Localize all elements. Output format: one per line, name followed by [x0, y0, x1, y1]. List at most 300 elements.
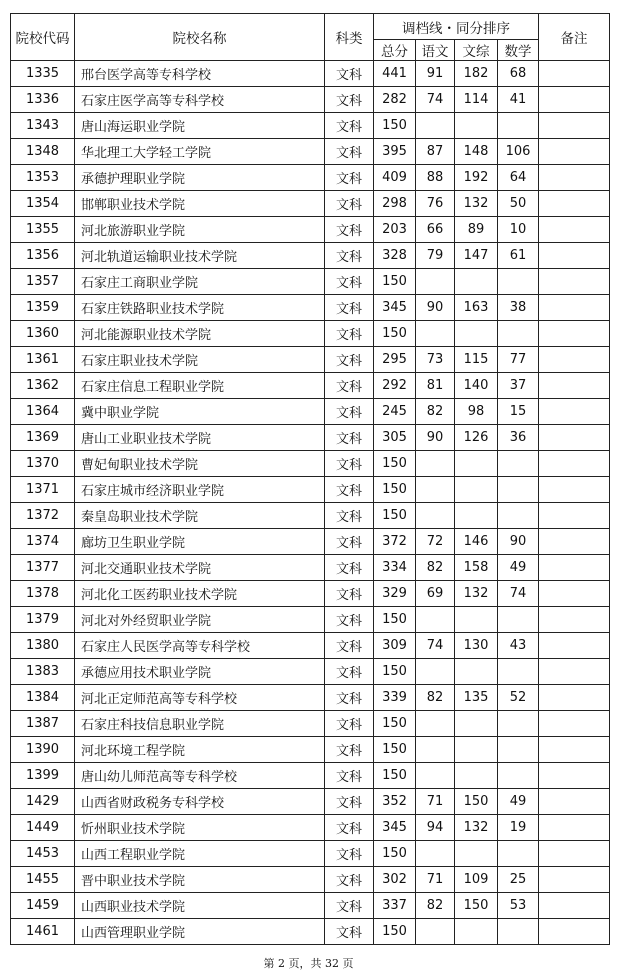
header-note: 备注 [539, 14, 610, 61]
cell-name: 河北正定师范高等专科学校 [75, 685, 325, 711]
cell-liberal: 140 [455, 373, 498, 399]
cell-math: 10 [498, 217, 539, 243]
table-row [11, 347, 610, 373]
cell-kind: 文科 [325, 841, 374, 867]
cell-liberal: 126 [455, 425, 498, 451]
cell-kind: 文科 [325, 919, 374, 945]
cell-code: 1461 [11, 919, 75, 945]
cell-kind: 文科 [325, 399, 374, 425]
cell-name: 曹妃甸职业技术学院 [75, 451, 325, 477]
cell-kind: 文科 [325, 87, 374, 113]
table-row [11, 633, 610, 659]
cell-name: 河北交通职业技术学院 [75, 555, 325, 581]
cell-total: 150 [374, 269, 416, 295]
cell-liberal: 135 [455, 685, 498, 711]
table-row [11, 373, 610, 399]
cell-chinese [416, 763, 455, 789]
table-row [11, 763, 610, 789]
cell-math: 61 [498, 243, 539, 269]
table-row [11, 737, 610, 763]
header-kind: 科类 [325, 14, 374, 61]
table-row [11, 789, 610, 815]
cell-name: 唐山工业职业技术学院 [75, 425, 325, 451]
cell-name: 河北轨道运输职业技术学院 [75, 243, 325, 269]
cell-code: 1362 [11, 373, 75, 399]
cell-math: 77 [498, 347, 539, 373]
cell-kind: 文科 [325, 243, 374, 269]
cell-name: 河北化工医药职业技术学院 [75, 581, 325, 607]
cell-math [498, 477, 539, 503]
cell-code: 1355 [11, 217, 75, 243]
cell-kind: 文科 [325, 113, 374, 139]
table-body [11, 61, 610, 945]
cell-name: 石家庄科技信息职业学院 [75, 711, 325, 737]
cell-math [498, 321, 539, 347]
cell-note [539, 61, 610, 87]
cell-liberal: 158 [455, 555, 498, 581]
cell-note [539, 633, 610, 659]
cell-total: 150 [374, 919, 416, 945]
cell-total: 150 [374, 113, 416, 139]
cell-note [539, 451, 610, 477]
cell-math: 25 [498, 867, 539, 893]
cell-chinese: 72 [416, 529, 455, 555]
cell-chinese: 66 [416, 217, 455, 243]
cell-chinese [416, 737, 455, 763]
cell-math: 43 [498, 633, 539, 659]
header-math: 数学 [498, 40, 539, 61]
table-row [11, 919, 610, 945]
cell-chinese: 74 [416, 87, 455, 113]
header-name: 院校名称 [75, 14, 325, 61]
cell-code: 1359 [11, 295, 75, 321]
cell-chinese: 91 [416, 61, 455, 87]
cell-total: 302 [374, 867, 416, 893]
cell-chinese: 94 [416, 815, 455, 841]
cell-math [498, 269, 539, 295]
cell-code: 1387 [11, 711, 75, 737]
cell-total: 309 [374, 633, 416, 659]
cell-kind: 文科 [325, 477, 374, 503]
cell-note [539, 347, 610, 373]
cell-chinese [416, 711, 455, 737]
cell-kind: 文科 [325, 633, 374, 659]
cell-name: 河北环境工程学院 [75, 737, 325, 763]
cell-total: 345 [374, 295, 416, 321]
cell-code: 1335 [11, 61, 75, 87]
cell-chinese: 73 [416, 347, 455, 373]
cell-total: 150 [374, 451, 416, 477]
cell-liberal: 130 [455, 633, 498, 659]
header-liberal: 文综 [455, 40, 498, 61]
cell-chinese: 74 [416, 633, 455, 659]
cell-liberal: 146 [455, 529, 498, 555]
table-row [11, 87, 610, 113]
cell-kind: 文科 [325, 347, 374, 373]
cell-liberal: 182 [455, 61, 498, 87]
cell-name: 秦皇岛职业技术学院 [75, 503, 325, 529]
cell-total: 295 [374, 347, 416, 373]
admission-table [10, 13, 610, 945]
cell-liberal: 89 [455, 217, 498, 243]
cell-liberal [455, 321, 498, 347]
table-row [11, 581, 610, 607]
cell-code: 1371 [11, 477, 75, 503]
cell-name: 山西管理职业学院 [75, 919, 325, 945]
cell-kind: 文科 [325, 893, 374, 919]
cell-total: 150 [374, 841, 416, 867]
cell-note [539, 659, 610, 685]
cell-name: 山西省财政税务专科学校 [75, 789, 325, 815]
cell-math [498, 737, 539, 763]
cell-math: 49 [498, 789, 539, 815]
cell-code: 1356 [11, 243, 75, 269]
cell-code: 1377 [11, 555, 75, 581]
cell-chinese: 82 [416, 399, 455, 425]
cell-note [539, 711, 610, 737]
cell-total: 150 [374, 711, 416, 737]
cell-chinese: 79 [416, 243, 455, 269]
cell-kind: 文科 [325, 269, 374, 295]
table-row [11, 893, 610, 919]
table-row [11, 659, 610, 685]
cell-note [539, 373, 610, 399]
table-row [11, 607, 610, 633]
table-row [11, 815, 610, 841]
cell-chinese [416, 451, 455, 477]
cell-note [539, 425, 610, 451]
cell-kind: 文科 [325, 711, 374, 737]
cell-chinese [416, 477, 455, 503]
cell-math [498, 659, 539, 685]
table-row [11, 243, 610, 269]
cell-math: 53 [498, 893, 539, 919]
cell-name: 河北旅游职业学院 [75, 217, 325, 243]
cell-code: 1354 [11, 191, 75, 217]
cell-chinese: 90 [416, 425, 455, 451]
cell-math: 19 [498, 815, 539, 841]
cell-note [539, 763, 610, 789]
cell-name: 忻州职业技术学院 [75, 815, 325, 841]
table-header [11, 14, 610, 61]
cell-chinese: 90 [416, 295, 455, 321]
cell-chinese [416, 503, 455, 529]
cell-total: 298 [374, 191, 416, 217]
cell-kind: 文科 [325, 165, 374, 191]
cell-code: 1429 [11, 789, 75, 815]
cell-chinese [416, 321, 455, 347]
cell-chinese: 81 [416, 373, 455, 399]
cell-chinese: 88 [416, 165, 455, 191]
cell-kind: 文科 [325, 529, 374, 555]
cell-liberal [455, 113, 498, 139]
cell-math [498, 113, 539, 139]
cell-note [539, 243, 610, 269]
cell-liberal: 147 [455, 243, 498, 269]
cell-math: 50 [498, 191, 539, 217]
cell-math: 90 [498, 529, 539, 555]
cell-kind: 文科 [325, 789, 374, 815]
cell-chinese: 69 [416, 581, 455, 607]
cell-note [539, 685, 610, 711]
cell-liberal [455, 659, 498, 685]
cell-code: 1353 [11, 165, 75, 191]
cell-liberal [455, 919, 498, 945]
cell-name: 河北对外经贸职业学院 [75, 607, 325, 633]
cell-name: 石家庄工商职业学院 [75, 269, 325, 295]
cell-math [498, 763, 539, 789]
cell-kind: 文科 [325, 451, 374, 477]
cell-math [498, 711, 539, 737]
cell-chinese [416, 841, 455, 867]
cell-liberal: 150 [455, 893, 498, 919]
table-row [11, 711, 610, 737]
table-row [11, 555, 610, 581]
cell-total: 150 [374, 607, 416, 633]
cell-total: 328 [374, 243, 416, 269]
cell-kind: 文科 [325, 61, 374, 87]
cell-kind: 文科 [325, 815, 374, 841]
cell-name: 山西工程职业学院 [75, 841, 325, 867]
cell-code: 1379 [11, 607, 75, 633]
cell-code: 1360 [11, 321, 75, 347]
cell-total: 372 [374, 529, 416, 555]
header-code: 院校代码 [11, 14, 75, 61]
cell-name: 邢台医学高等专科学校 [75, 61, 325, 87]
cell-kind: 文科 [325, 295, 374, 321]
header-chinese: 语文 [416, 40, 455, 61]
table-row [11, 529, 610, 555]
cell-kind: 文科 [325, 607, 374, 633]
cell-code: 1370 [11, 451, 75, 477]
table-row [11, 841, 610, 867]
cell-liberal: 132 [455, 815, 498, 841]
cell-total: 150 [374, 477, 416, 503]
cell-liberal: 132 [455, 191, 498, 217]
cell-liberal [455, 451, 498, 477]
cell-math: 36 [498, 425, 539, 451]
cell-code: 1390 [11, 737, 75, 763]
cell-total: 409 [374, 165, 416, 191]
cell-math [498, 503, 539, 529]
cell-note [539, 815, 610, 841]
cell-total: 352 [374, 789, 416, 815]
header-cutoff-group: 调档线・同分排序 [374, 14, 539, 40]
table-row [11, 113, 610, 139]
cell-code: 1453 [11, 841, 75, 867]
cell-code: 1449 [11, 815, 75, 841]
cell-note [539, 893, 610, 919]
cell-total: 150 [374, 737, 416, 763]
cell-chinese [416, 919, 455, 945]
cell-math [498, 607, 539, 633]
cell-note [539, 399, 610, 425]
cell-note [539, 165, 610, 191]
cell-chinese: 87 [416, 139, 455, 165]
cell-liberal: 150 [455, 789, 498, 815]
cell-math: 15 [498, 399, 539, 425]
cell-name: 石家庄职业技术学院 [75, 347, 325, 373]
cell-total: 395 [374, 139, 416, 165]
cell-note [539, 919, 610, 945]
cell-note [539, 295, 610, 321]
cell-note [539, 841, 610, 867]
cell-chinese [416, 269, 455, 295]
cell-name: 邯郸职业技术学院 [75, 191, 325, 217]
table-row [11, 451, 610, 477]
cell-total: 150 [374, 503, 416, 529]
cell-math: 38 [498, 295, 539, 321]
table-row [11, 217, 610, 243]
cell-kind: 文科 [325, 737, 374, 763]
table-row [11, 425, 610, 451]
cell-name: 河北能源职业技术学院 [75, 321, 325, 347]
cell-liberal [455, 477, 498, 503]
cell-code: 1336 [11, 87, 75, 113]
cell-liberal [455, 841, 498, 867]
cell-code: 1455 [11, 867, 75, 893]
cell-code: 1348 [11, 139, 75, 165]
cell-kind: 文科 [325, 191, 374, 217]
cell-chinese: 76 [416, 191, 455, 217]
table-row [11, 867, 610, 893]
cell-liberal: 115 [455, 347, 498, 373]
table-row [11, 503, 610, 529]
cell-code: 1459 [11, 893, 75, 919]
cell-code: 1380 [11, 633, 75, 659]
cell-kind: 文科 [325, 321, 374, 347]
cell-code: 1378 [11, 581, 75, 607]
cell-total: 339 [374, 685, 416, 711]
cell-math: 106 [498, 139, 539, 165]
cell-total: 282 [374, 87, 416, 113]
cell-kind: 文科 [325, 425, 374, 451]
cell-kind: 文科 [325, 581, 374, 607]
cell-liberal: 109 [455, 867, 498, 893]
cell-kind: 文科 [325, 659, 374, 685]
cell-math: 52 [498, 685, 539, 711]
cell-math: 64 [498, 165, 539, 191]
cell-liberal: 132 [455, 581, 498, 607]
cell-note [539, 529, 610, 555]
cell-note [539, 581, 610, 607]
cell-note [539, 87, 610, 113]
cell-math [498, 919, 539, 945]
cell-liberal [455, 763, 498, 789]
cell-chinese [416, 607, 455, 633]
table-row [11, 139, 610, 165]
cell-name: 石家庄城市经济职业学院 [75, 477, 325, 503]
cell-chinese: 82 [416, 685, 455, 711]
table-row [11, 295, 610, 321]
page-footer: 第 2 页，共 32 页 [263, 957, 354, 970]
cell-math: 74 [498, 581, 539, 607]
table-row [11, 477, 610, 503]
cell-kind: 文科 [325, 373, 374, 399]
cell-chinese: 71 [416, 789, 455, 815]
cell-name: 唐山幼儿师范高等专科学校 [75, 763, 325, 789]
cell-chinese: 82 [416, 555, 455, 581]
cell-note [539, 503, 610, 529]
table-row [11, 269, 610, 295]
cell-math: 49 [498, 555, 539, 581]
cell-name: 晋中职业技术学院 [75, 867, 325, 893]
cell-code: 1383 [11, 659, 75, 685]
cell-total: 334 [374, 555, 416, 581]
cell-math: 37 [498, 373, 539, 399]
cell-total: 203 [374, 217, 416, 243]
cell-liberal [455, 269, 498, 295]
cell-math: 68 [498, 61, 539, 87]
table-row [11, 685, 610, 711]
cell-name: 廊坊卫生职业学院 [75, 529, 325, 555]
cell-name: 石家庄信息工程职业学院 [75, 373, 325, 399]
cell-liberal [455, 711, 498, 737]
cell-name: 承德应用技术职业学院 [75, 659, 325, 685]
cell-math [498, 451, 539, 477]
cell-total: 345 [374, 815, 416, 841]
cell-code: 1357 [11, 269, 75, 295]
table-row [11, 321, 610, 347]
cell-liberal: 148 [455, 139, 498, 165]
cell-kind: 文科 [325, 685, 374, 711]
cell-code: 1361 [11, 347, 75, 373]
cell-kind: 文科 [325, 763, 374, 789]
cell-note [539, 555, 610, 581]
cell-chinese: 71 [416, 867, 455, 893]
cell-code: 1374 [11, 529, 75, 555]
cell-total: 150 [374, 659, 416, 685]
cell-name: 承德护理职业学院 [75, 165, 325, 191]
cell-liberal [455, 503, 498, 529]
cell-note [539, 321, 610, 347]
cell-liberal: 163 [455, 295, 498, 321]
cell-note [539, 789, 610, 815]
table-row [11, 399, 610, 425]
cell-total: 150 [374, 321, 416, 347]
table-row [11, 61, 610, 87]
cell-liberal: 114 [455, 87, 498, 113]
cell-note [539, 477, 610, 503]
cell-name: 石家庄人民医学高等专科学校 [75, 633, 325, 659]
cell-liberal [455, 737, 498, 763]
cell-math [498, 841, 539, 867]
cell-kind: 文科 [325, 867, 374, 893]
cell-note [539, 867, 610, 893]
cell-note [539, 269, 610, 295]
cell-total: 337 [374, 893, 416, 919]
cell-name: 冀中职业学院 [75, 399, 325, 425]
cell-code: 1364 [11, 399, 75, 425]
cell-liberal [455, 607, 498, 633]
cell-math: 41 [498, 87, 539, 113]
cell-name: 石家庄医学高等专科学校 [75, 87, 325, 113]
cell-total: 329 [374, 581, 416, 607]
cell-chinese: 82 [416, 893, 455, 919]
cell-chinese [416, 659, 455, 685]
table-row [11, 165, 610, 191]
cell-total: 305 [374, 425, 416, 451]
cell-chinese [416, 113, 455, 139]
cell-total: 292 [374, 373, 416, 399]
cell-note [539, 217, 610, 243]
table-row [11, 191, 610, 217]
cell-code: 1399 [11, 763, 75, 789]
cell-note [539, 113, 610, 139]
cell-name: 山西职业技术学院 [75, 893, 325, 919]
cell-total: 150 [374, 763, 416, 789]
cell-code: 1369 [11, 425, 75, 451]
